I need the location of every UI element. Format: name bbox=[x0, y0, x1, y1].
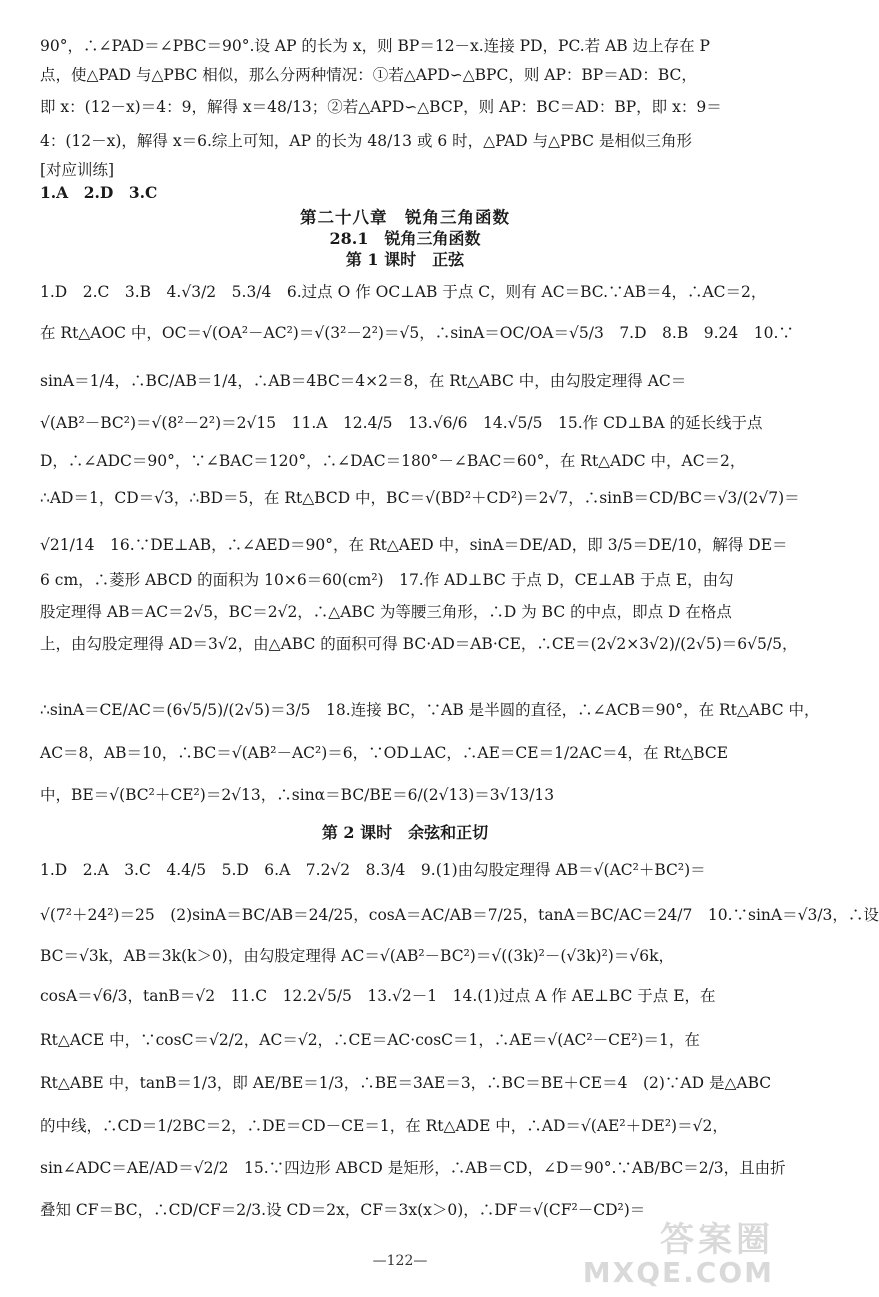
text-line: Rt△ABE 中，tanB＝1/3，即 AE/BE＝1/3，∴BE＝3AE＝3，∴BC＝BE＋CE＝4 (2)∵AD 是△ABC bbox=[40, 1074, 772, 1092]
text-line: 在 Rt△AOC 中，OC＝√(OA²－AC²)＝√(3²－2²)＝√5，∴sinA＝OC/OA＝√5/3 7.D 8.B 9.24 10.∵ bbox=[40, 324, 794, 342]
text-line: √(AB²－BC²)＝√(8²－2²)＝2√15 11.A 12.4/5 13.√6/6 14.√5/5 15.作 CD⊥BA 的延长线于点 bbox=[40, 414, 763, 432]
text-line: 即 x：(12－x)＝4：9，解得 x＝48/13；②若△APD∽△BCP，则 AP：BC＝AD：BP，即 x：9＝ bbox=[40, 98, 722, 116]
text-line: 1.D 2.A 3.C 4.4/5 5.D 6.A 7.2√2 8.3/4 9.(1)由勾股定理得 AB＝√(AC²＋BC²)＝ bbox=[40, 861, 706, 879]
text-line: 4：(12－x)，解得 x＝6.综上可知，AP 的长为 48/13 或 6 时，△PAD 与△PBC 是相似三角形 bbox=[40, 132, 692, 150]
text-line: D，∴∠ADC＝90°，∵∠BAC＝120°，∴∠DAC＝180°－∠BAC＝60°，在 Rt△ADC 中，AC＝2， bbox=[40, 452, 746, 470]
text-line: sin∠ADC＝AE/AD＝√2/2 15.∵四边形 ABCD 是矩形，∴AB＝CD，∠D＝90°.∵AB/BC＝2/3，且由折 bbox=[40, 1159, 786, 1177]
chapter-title: 第二十八章 锐角三角函数 bbox=[300, 208, 510, 227]
section-label: [对应训练] bbox=[40, 161, 115, 179]
text-line: cosA＝√6/3，tanB＝√2 11.C 12.2√5/5 13.√2－1 14.(1)过点 A 作 AE⊥BC 于点 E，在 bbox=[40, 987, 716, 1005]
page-number: —122— bbox=[372, 1253, 428, 1269]
text-line: 上，由勾股定理得 AD＝3√2，由△ABC 的面积可得 BC·AD＝AB·CE，∴CE＝(2√2×3√2)/(2√5)＝6√5/5， bbox=[40, 635, 798, 653]
watermark-logo bbox=[582, 1212, 774, 1292]
text-line: ∴AD＝1，CD＝√3，∴BD＝5，在 Rt△BCD 中，BC＝√(BD²＋CD²)＝2√7，∴sinB＝CD/BC＝√3/(2√7)＝ bbox=[40, 489, 800, 507]
section-title: 28.1 锐角三角函数 bbox=[329, 229, 481, 248]
text-line: 股定理得 AB＝AC＝2√5，BC＝2√2，∴△ABC 为等腰三角形，∴D 为 BC 的中点，即点 D 在格点 bbox=[40, 603, 732, 621]
text-line: 6 cm，∴菱形 ABCD 的面积为 10×6＝60(cm²) 17.作 AD⊥BC 于点 D，CE⊥AB 于点 E，由勾 bbox=[40, 571, 734, 589]
text-line: BC＝√3k，AB＝3k(k＞0)，由勾股定理得 AC＝√(AB²－BC²)＝√((3k)²－(√3k)²)＝√6k， bbox=[40, 947, 674, 965]
text-line: ∴sinA＝CE/AC＝(6√5/5)/(2√5)＝3/5 18.连接 BC，∵AB 是半圆的直径，∴∠ACB＝90°，在 Rt△ABC 中， bbox=[40, 701, 820, 719]
lesson-title: 第 1 课时 正弦 bbox=[345, 250, 465, 269]
watermark-url: MXQE.COM bbox=[582, 1256, 774, 1289]
watermark-cn: 答案圈 bbox=[660, 1220, 774, 1260]
text-line: Rt△ACE 中，∵cosC＝√2/2，AC＝√2，∴CE＝AC·cosC＝1，∴AE＝√(AC²－CE²)＝1，在 bbox=[40, 1031, 700, 1049]
text-line: 90°，∴∠PAD＝∠PBC＝90°.设 AP 的长为 x，则 BP＝12－x.连接 PD，PC.若 AB 边上存在 P bbox=[40, 37, 710, 55]
text-line: 点，使△PAD 与△PBC 相似，那么分两种情况：①若△APD∽△BPC，则 AP：BP＝AD：BC， bbox=[40, 66, 697, 84]
text-line: sinA＝1/4，∴BC/AB＝1/4，∴AB＝4BC＝4×2＝8，在 Rt△ABC 中，由勾股定理得 AC＝ bbox=[40, 372, 687, 390]
text-line: √21/14 16.∵DE⊥AB，∴∠AED＝90°，在 Rt△AED 中，sinA＝DE/AD，即 3/5＝DE/10，解得 DE＝ bbox=[40, 536, 788, 554]
answer-line: 1.A 2.D 3.C bbox=[40, 183, 158, 202]
text-line: 的中线，∴CD＝1/2BC＝2，∴DE＝CD－CE＝1，在 Rt△ADE 中，∴AD＝√(AE²＋DE²)＝√2， bbox=[40, 1117, 728, 1135]
text-line: 中，BE＝√(BC²＋CE²)＝2√13，∴sinα＝BC/BE＝6/(2√13)＝3√13/13 bbox=[40, 786, 555, 804]
text-line: √(7²＋24²)＝25 (2)sinA＝BC/AB＝24/25，cosA＝AC/AB＝7/25，tanA＝BC/AC＝24/7 10.∵sinA＝√3/3，∴设 bbox=[40, 906, 879, 924]
lesson-title: 第 2 课时 余弦和正切 bbox=[321, 823, 489, 842]
text-line: AC＝8，AB＝10，∴BC＝√(AB²－AC²)＝6，∵OD⊥AC，∴AE＝CE＝1/2AC＝4，在 Rt△BCE bbox=[40, 744, 729, 762]
text-line: 叠知 CF＝BC，∴CD/CF＝2/3.设 CD＝2x，CF＝3x(x＞0)，∴DF＝√(CF²－CD²)＝ bbox=[40, 1201, 646, 1219]
text-line: 1.D 2.C 3.B 4.√3/2 5.3/4 6.过点 O 作 OC⊥AB 于点 C，则有 AC＝BC.∵AB＝4，∴AC＝2， bbox=[40, 283, 767, 301]
